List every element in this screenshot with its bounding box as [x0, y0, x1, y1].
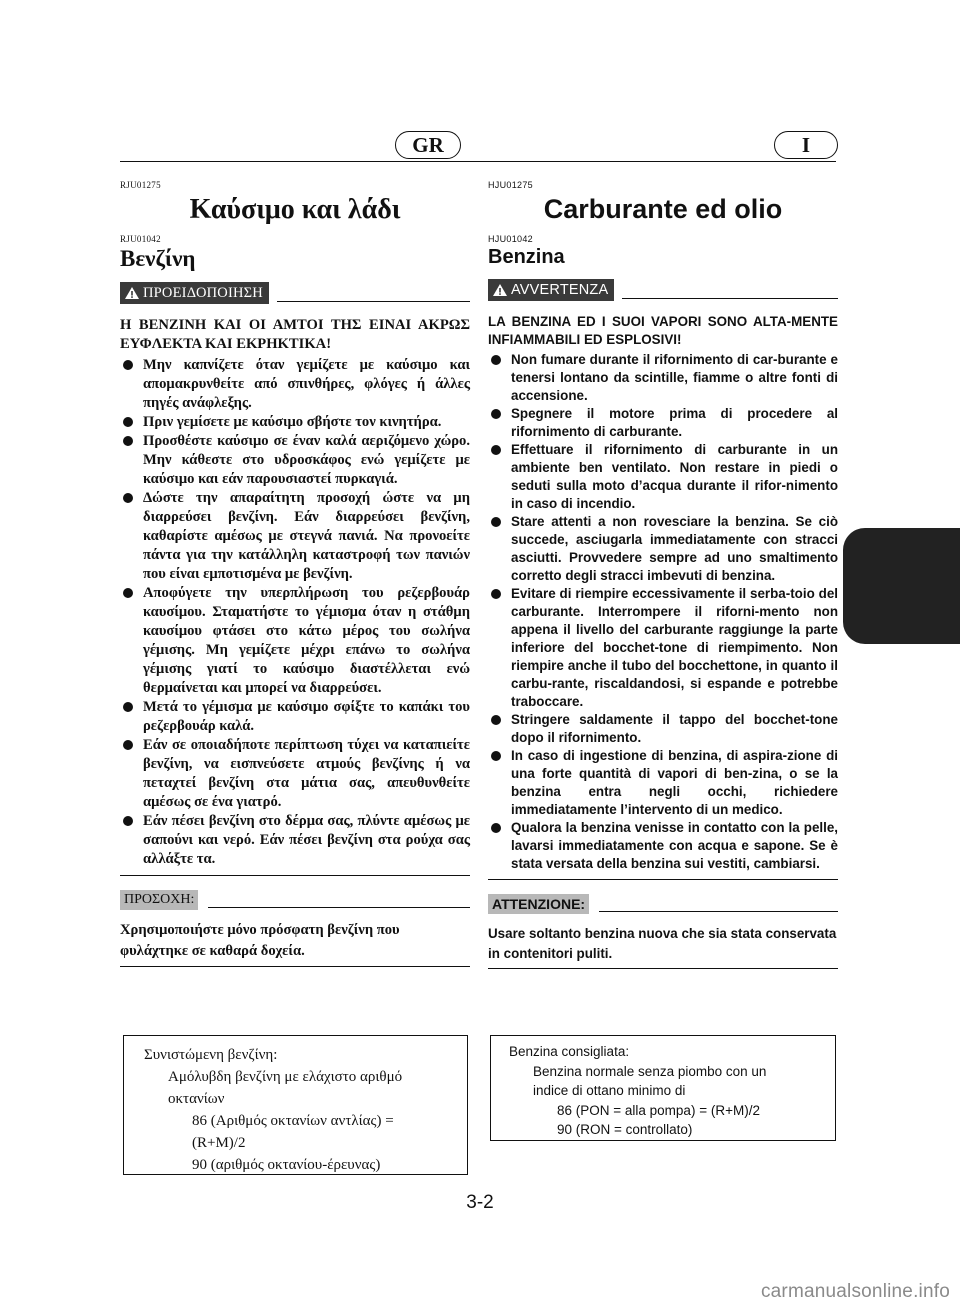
warning-lead: LA BENZINA ED I SUOI VAPORI SONO ALTA-MENTE INFIAMMABILI ED ESPLOSIVI!: [488, 314, 838, 347]
warning-end-rule: [488, 879, 838, 880]
warning-list: [488, 351, 838, 873]
box-line: 90 (αριθμός οκτανίου-έρευνας): [192, 1157, 381, 1173]
warning-triangle-icon: [124, 286, 140, 300]
caution-badge: [488, 894, 589, 914]
warning-label: AVVERTENZA: [511, 282, 609, 298]
bullet-icon: [491, 589, 501, 599]
bullet-icon: [491, 355, 501, 365]
bullet-icon: [491, 715, 501, 725]
list-item: [488, 441, 838, 513]
language-tab-greek-label: GR: [412, 132, 444, 157]
list-item: [488, 711, 838, 747]
warning-header: [120, 282, 470, 304]
warning-rule: [277, 301, 470, 302]
language-tab-italian-label: I: [801, 132, 811, 157]
caution-rule: [599, 911, 838, 912]
box-line: 86 (Αριθμός οκτανίων αντλίας) =: [192, 1113, 394, 1129]
language-tab-greek: [395, 131, 461, 159]
header-rule: [120, 161, 836, 162]
list-item: [120, 736, 470, 812]
bullet-icon: [491, 445, 501, 455]
bullet-icon: [491, 823, 501, 833]
list-item: [488, 747, 838, 819]
bullet-icon: [491, 751, 501, 761]
language-tab-italian: [774, 131, 838, 159]
recommended-fuel-box-greek: [123, 1035, 468, 1175]
list-item: [120, 489, 470, 584]
list-item: [120, 432, 470, 489]
box-line: (R+M)/2: [192, 1135, 246, 1151]
caution-badge: [120, 890, 198, 910]
bullet-icon: [123, 740, 133, 750]
section-code: RJU01275: [120, 180, 161, 190]
list-item-text: Προσθέστε καύσιμο σε έναν καλά αεριζόμενο χώρο. Μην κάθεστε στο υδροσκάφος ενώ γεμίζετε με καύσιμο και εάν παρουσιαστεί πυρκαγιά.: [143, 433, 470, 487]
list-item-text: Effettuare il rifornimento di carburante in un ambiente ben ventilato. Non restare in piedi o seduti sulla moto d’acqua durante il rifor-nimento in caso di incendio.: [511, 442, 838, 511]
bullet-icon: [123, 417, 133, 427]
list-item-text: Stare attenti a non rovesciare la benzina. Se ciò succede, asciugarla immediatamente con stracci asciutti. Provvedere sempre ad uno smaltimento corretto degli stracci imbevuti di benzina.: [511, 514, 838, 583]
subsection-code: RJU01042: [120, 234, 161, 244]
list-item: [120, 698, 470, 736]
bullet-icon: [491, 517, 501, 527]
box-line: Benzina normale senza piombo con un: [533, 1063, 767, 1079]
list-item-text: Εάν σε οποιαδήποτε περίπτωση τύχει να καταπιείτε βενζίνη, να εισπνεύσετε ατμούς βενζίνης ή να πεταχτεί βενζίνη στα μάτια σας, απευθυνθείτε αμέσως σε ένα γιατρό.: [143, 737, 470, 810]
page-number: 3-2: [466, 1192, 494, 1213]
bullet-icon: [123, 816, 133, 826]
list-item-text: Εάν πέσει βενζίνη στο δέρμα σας, πλύντε αμέσως με σαπούνι και νερό. Εάν πέσει βενζίνη στα ρούχα σας αλλάξτε τα.: [143, 813, 470, 867]
list-item: [120, 584, 470, 698]
warning-triangle-icon: [492, 283, 508, 297]
box-line: Αμόλυβδη βενζίνη με ελάχιστο αριθμό: [168, 1069, 403, 1085]
list-item: [488, 585, 838, 711]
subsection-title: Benzina: [488, 246, 565, 268]
italian-column: [488, 180, 838, 969]
warning-badge: [488, 279, 614, 301]
warning-rule: [622, 298, 838, 299]
box-line: indice di ottano minimo di: [533, 1083, 686, 1098]
bullet-icon: [123, 588, 133, 598]
recommended-fuel-box-italian: [490, 1035, 836, 1141]
greek-column: [120, 180, 470, 967]
list-item-text: Αποφύγετε την υπερπλήρωση του ρεζερβουάρ καυσίμου. Σταματήστε το γέμισμα όταν η στάθμη καυσίμου φτάσει στο κάτω μέρος του σωλήνα γέμισης. Μη γεμίζετε μέχρι επάνω το σωλήνα γέμισης γιατί το καύσιμο διαστέλλεται ενώ θερμαίνεται και μπορεί να διαρρεύσει.: [143, 585, 470, 696]
list-item: [488, 405, 838, 441]
bullet-icon: [123, 493, 133, 503]
list-item-text: Evitare di riempire eccessivamente il serba-toio del carburante. Interrompere il riforni-mento non appena il livello del carburante raggiunge la parte inferiore del bocchet-tone di riempimento. Non riempire anche il tubo del bocchettone, in quanto il carbu-rante, riscaldandosi, si espande e potrebbe traboccare.: [511, 586, 838, 709]
list-item: [120, 413, 470, 432]
caution-header: [120, 890, 470, 910]
bullet-icon: [491, 409, 501, 419]
subsection-code: HJU01042: [488, 234, 533, 244]
caution-header: [488, 894, 838, 914]
warning-badge: [120, 282, 269, 304]
list-item-text: Non fumare durante il rifornimento di car-burante e tenersi lontano da scintille, fiamme o altre fonti di accensione.: [511, 352, 838, 403]
list-item-text: Stringere saldamente il tappo del bocchet-tone dopo il rifornimento.: [511, 712, 838, 745]
list-item: [488, 351, 838, 405]
chapter-side-tab: [843, 528, 960, 644]
warning-header: [488, 279, 838, 301]
list-item: [120, 356, 470, 413]
caution-label: ΠΡΟΣΟΧΗ:: [124, 892, 195, 907]
box-line: Benzina consigliata:: [509, 1044, 630, 1059]
warning-lead: Η ΒΕΝΖΙΝΗ ΚΑΙ ΟΙ ΑΜΤΟΙ ΤΗΣ ΕΙΝΑΙ ΑΚΡΩΣ ΕΥΦΛΕΚΤΑ ΚΑΙ ΕΚΡΗΚΤΙΚΑ!: [120, 317, 470, 352]
footer-watermark: carmanualsonline.info: [760, 1281, 950, 1302]
list-item: [488, 819, 838, 873]
list-item-text: In caso di ingestione di benzina, di aspira-zione di una forte quantità di vapori di ben-zina, o se la benzina entra negli occhi, richiedere immediatamente l’intervento di un medico.: [511, 748, 838, 817]
box-line: 90 (RON = controllato): [557, 1122, 693, 1137]
box-line: Συνιστώμενη βενζίνη:: [144, 1047, 278, 1063]
bullet-icon: [123, 360, 133, 370]
list-item: [120, 812, 470, 869]
list-item-text: Μην καπνίζετε όταν γεμίζετε με καύσιμο και απομακρυνθείτε από σπινθήρες, φλόγες ή άλλες πηγές ανάφλεξης.: [143, 357, 470, 411]
bullet-icon: [123, 436, 133, 446]
section-title: Carburante ed olio: [543, 194, 783, 224]
list-item-text: Πριν γεμίσετε με καύσιμο σβήστε τον κινητήρα.: [143, 414, 442, 430]
list-item: [488, 513, 838, 585]
box-line: οκτανίων: [168, 1091, 225, 1107]
subsection-title: Βενζίνη: [120, 246, 196, 271]
list-item-text: Qualora la benzina venisse in contatto con la pelle, lavarsi immediatamente con acqua e sapone. Se è stata versata della benzina sui vestiti, cambiarsi.: [511, 820, 838, 871]
warning-end-rule: [120, 875, 470, 876]
list-item-text: Δώστε την απαραίτητη προσοχή ώστε να μη διαρρεύσει βενζίνη. Εάν διαρρεύσει βενζίνη, καθαρίστε αμέσως με στεγνά πανιά. Να προνοείτε πάντα για την κατάλληλη καταστροφή των πανιών που είναι εμποτισμένα με βενζίνη.: [143, 490, 470, 582]
caution-end-rule: [120, 966, 470, 967]
caution-end-rule: [488, 968, 838, 969]
caution-text: Usare soltanto benzina nuova che sia stata conservata in contenitori puliti.: [488, 926, 837, 961]
list-item-text: Μετά το γέμισμα με καύσιμο σφίξτε το καπάκι του ρεζερβουάρ καλά.: [143, 699, 470, 734]
box-line: 86 (PON = alla pompa) = (R+M)/2: [557, 1102, 760, 1118]
section-code: HJU01275: [488, 180, 533, 190]
list-item-text: Spegnere il motore prima di procedere al rifornimento di carburante.: [511, 406, 838, 439]
bullet-icon: [123, 702, 133, 712]
caution-text: Χρησιμοποιήστε μόνο πρόσφατη βενζίνη που φυλάχτηκε σε καθαρά δοχεία.: [120, 922, 400, 959]
caution-label: ATTENZIONE:: [492, 896, 586, 912]
warning-label: ΠΡΟΕΙΔΟΠΟΙΗΣΗ: [143, 284, 263, 301]
section-title: Καύσιμο και λάδι: [189, 194, 401, 225]
caution-rule: [208, 907, 470, 908]
warning-list: [120, 356, 470, 869]
